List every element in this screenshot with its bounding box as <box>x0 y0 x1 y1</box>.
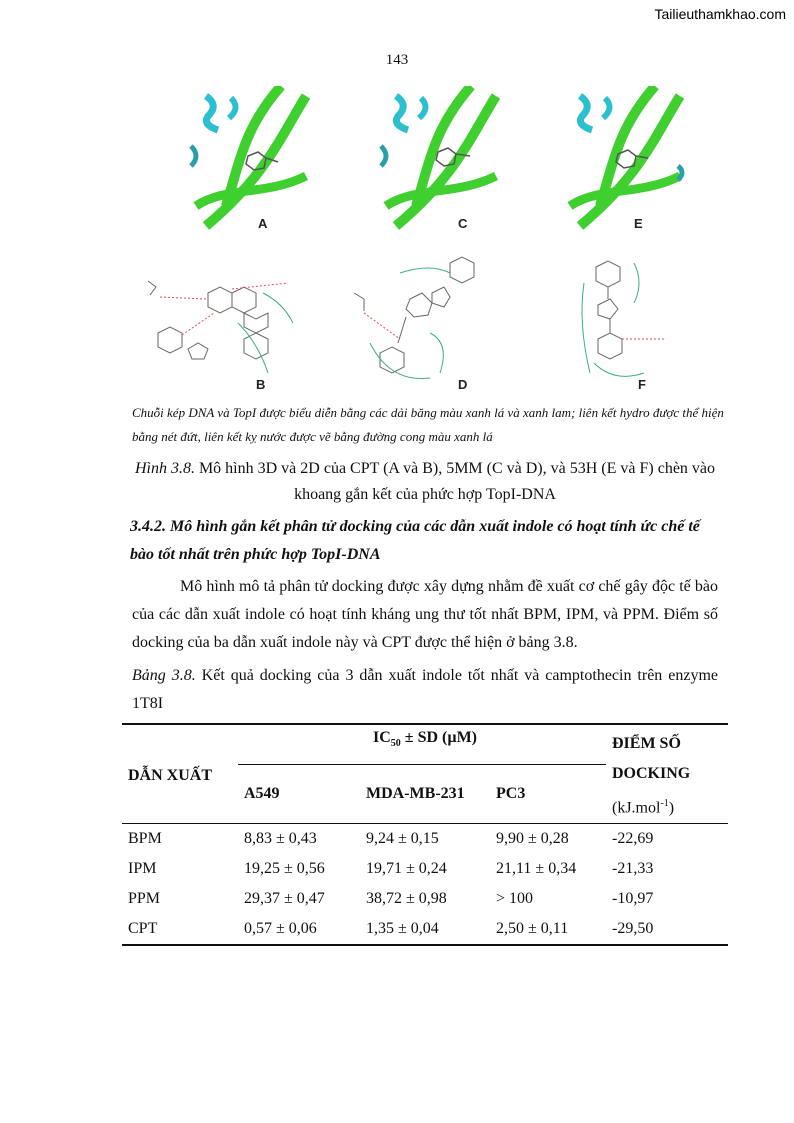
table-cell: BPM <box>128 830 162 848</box>
table-cell: 21,11 ± 0,34 <box>496 860 577 878</box>
col-header-pc3: PC3 <box>490 765 606 824</box>
table-cell: 38,72 ± 0,98 <box>366 890 447 908</box>
score-line1: ĐIỂM SỐ <box>612 735 681 752</box>
table-cell: CPT <box>122 914 238 945</box>
table-row <box>122 884 728 914</box>
table-row <box>122 854 728 884</box>
ic50-suffix: ± SD (µM) <box>400 729 477 746</box>
table-cell: 1,35 ± 0,04 <box>360 914 490 945</box>
table-row <box>122 914 728 945</box>
docking-3d-panel-a <box>186 86 326 231</box>
figure-caption <box>132 456 718 508</box>
col-header-a549: A549 <box>238 765 360 824</box>
docking-results-table <box>122 723 728 946</box>
table-cell: 9,90 ± 0,28 <box>496 830 569 848</box>
figure-caption-text: Mô hình 3D và 2D của CPT (A và B), 5MM (C và D), và 53H (E và F) chèn vào khoang gắn kết của phức hợp TopI-DNA <box>194 460 716 503</box>
table-cell: -22,69 <box>612 830 654 848</box>
ic50-prefix: IC <box>373 729 391 746</box>
table-cell: -21,33 <box>612 860 654 878</box>
table-cell: 2,50 ± 0,11 <box>490 914 606 945</box>
table-caption-text: Kết quả docking của 3 dẫn xuất indole tốt nhất và camptothecin trên enzyme 1T8I <box>132 667 718 712</box>
panel-letter-d: D <box>458 377 468 392</box>
table-cell: -29,50 <box>606 914 728 945</box>
col-header-score <box>606 724 728 824</box>
table-cell: > 100 <box>496 890 534 908</box>
docking-3d-panel-c <box>376 86 516 231</box>
panel-letter-c: C <box>458 216 468 231</box>
table-cell: 19,25 ± 0,56 <box>244 860 325 878</box>
panel-letter-e: E <box>634 216 643 231</box>
table-cell: 29,37 ± 0,47 <box>244 890 325 908</box>
panel-letter-b: B <box>256 377 266 392</box>
figure-caption-label: Hình 3.8. <box>134 460 195 477</box>
watermark: Tailieuthamkhao.com <box>654 6 786 22</box>
docking-3d-panel-e <box>560 86 700 231</box>
col-header-derivative: DẪN XUẤT <box>122 724 238 824</box>
ic50-sub: 50 <box>390 738 401 750</box>
section-heading: 3.4.2. Mô hình gắn kết phân tử docking của các dẫn xuất indole có hoạt tính ức chế tế bào tốt nhất trên phức hợp TopI-DNA <box>130 518 700 563</box>
col-header-mda: MDA-MB-231 <box>360 765 490 824</box>
score-line2: DOCKING <box>612 765 691 782</box>
table-cell: PPM <box>128 890 161 908</box>
body-paragraph-text: Mô hình mô tả phân tử docking được xây dựng nhằm đề xuất cơ chế gây độc tế bào của các dẫn xuất indole có hoạt tính kháng ung thư tốt nhất BPM, IPM, và PPM. Điểm số docking của ba dẫn xuất indole này và CPT được thể hiện ở bảng 3.8. <box>132 578 718 651</box>
body-paragraph <box>132 573 718 657</box>
table-caption-label: Bảng 3.8. <box>132 667 196 684</box>
table-cell: IPM <box>128 860 157 878</box>
page-number: 143 <box>385 52 409 68</box>
col-header-ic50 <box>238 724 606 765</box>
table-caption <box>132 662 718 718</box>
table-cell: -10,97 <box>612 890 654 908</box>
figure-caption-note: Chuỗi kép DNA và TopI được biểu diễn bằng các dải băng màu xanh lá và xanh lam; liên kết hydro được thể hiện bằng nét đứt, liên kết kỵ nước được vẽ bằng đường cong màu xanh lá <box>132 405 724 444</box>
panel-letter-a: A <box>258 216 268 231</box>
table-row <box>122 824 728 855</box>
table-cell: 9,24 ± 0,15 <box>366 830 439 848</box>
table-cell: 8,83 ± 0,43 <box>244 830 317 848</box>
interaction-2d-panel-d <box>340 253 500 395</box>
panel-letter-f: F <box>638 377 646 392</box>
table-cell: 0,57 ± 0,06 <box>238 914 360 945</box>
interaction-2d-panel-b <box>138 253 308 395</box>
interaction-2d-panel-f <box>574 253 704 395</box>
score-unit: (kJ.mol$^{-1}$) <box>612 798 675 817</box>
table-cell: 19,71 ± 0,24 <box>366 860 447 878</box>
